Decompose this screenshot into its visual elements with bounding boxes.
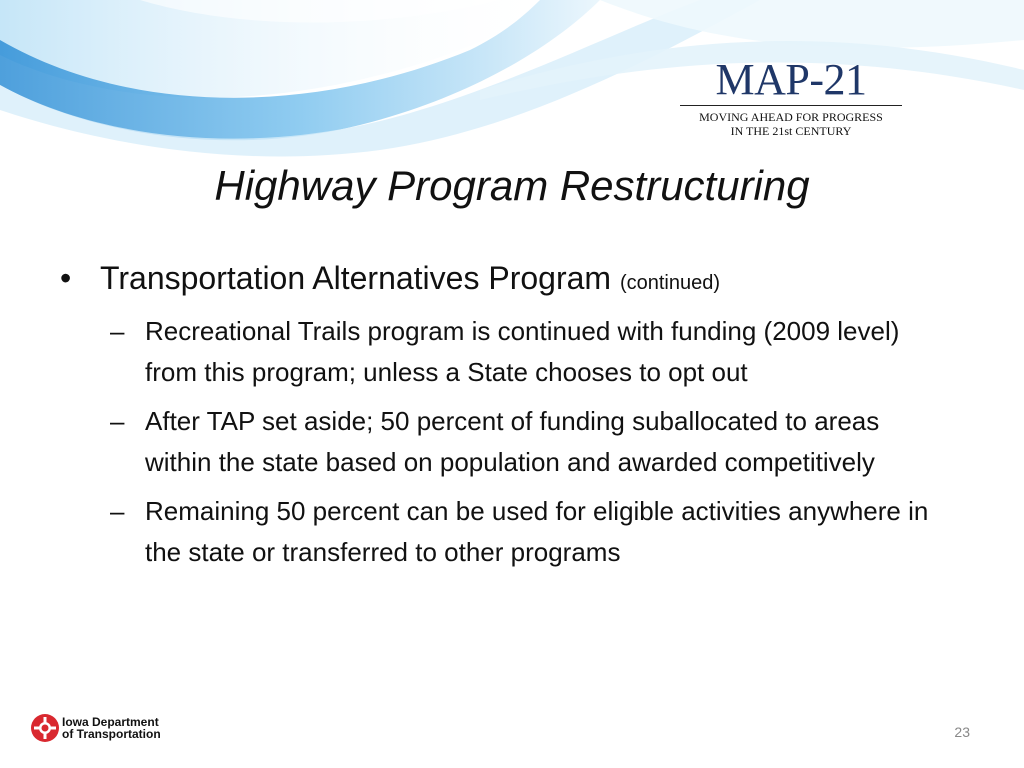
- slide-content: [60, 258, 960, 573]
- bullet-marker: •: [60, 260, 72, 296]
- subbullet-marker: –: [110, 406, 125, 436]
- subbullet-item: [60, 311, 960, 393]
- bullet-item: [60, 258, 960, 303]
- subbullet-marker: –: [110, 496, 125, 526]
- subbullet-text: Recreational Trails program is continued with funding (2009 level) from this program; unless a State chooses to opt out: [145, 316, 900, 387]
- org-line-1: Iowa Department: [62, 715, 159, 729]
- subbullet-text: After TAP set aside; 50 percent of funding suballocated to areas within the state based on population and awarded competitively: [145, 406, 880, 477]
- logo-name: MAP-21: [715, 55, 867, 104]
- iowa-dot-icon: [30, 713, 60, 743]
- bullet-note: (continued): [619, 272, 720, 294]
- logo-rule: [680, 105, 902, 106]
- subbullet-text: Remaining 50 percent can be used for eligible activities anywhere in the state or transferred to other programs: [145, 496, 929, 567]
- page-number: 23: [954, 724, 970, 740]
- slide-title: Highway Program Restructuring: [214, 162, 810, 209]
- subbullet-item: [60, 491, 960, 573]
- org-line-2: of Transportation: [62, 727, 161, 741]
- bullet-text-wrap: [100, 258, 720, 303]
- bullet-text: Transportation Alternatives Program: [100, 260, 612, 296]
- iowa-dot-text: [62, 716, 161, 740]
- iowa-dot-logo: [30, 712, 161, 744]
- logo-tagline-2: IN THE 21st CENTURY: [730, 124, 852, 138]
- subbullet-item: [60, 401, 960, 483]
- logo-tagline-1: MOVING AHEAD FOR PROGRESS: [699, 110, 883, 124]
- subbullet-marker: –: [110, 316, 125, 346]
- map21-logo: [680, 55, 902, 138]
